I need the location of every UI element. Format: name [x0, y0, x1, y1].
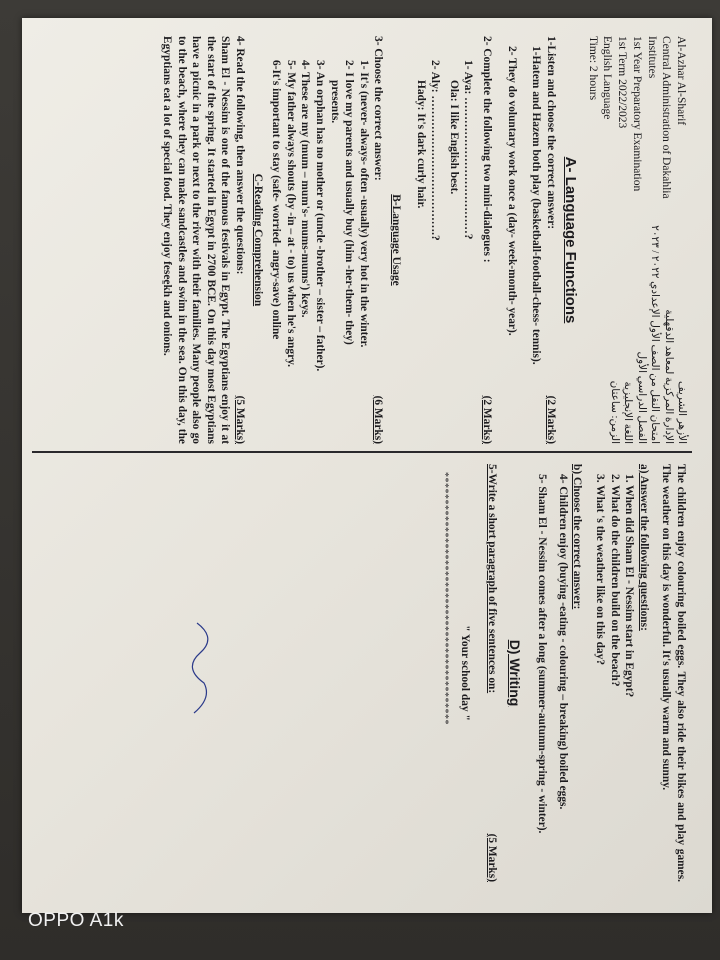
left-column [32, 30, 692, 450]
dialogue-line: Ola: I like English best. [447, 80, 460, 195]
question-item: 2- They do voluntary work once a (day- week-month- year). [505, 46, 518, 336]
question-item: 5- Sham El - Nessim comes after a long (summer-autumn-spring - winter). [536, 474, 549, 834]
header-line: Time: 2 hours [586, 36, 599, 101]
question-text: 2- Complete the following two mini-dialogues : [481, 36, 493, 263]
question-text: 3- Choose the correct answer: [372, 36, 385, 181]
header-line: 1st Term 2022/2023 [616, 36, 629, 129]
question-item: 1- It's (never- always- often -usually) very hot in the winter. [357, 60, 370, 348]
marks-label: (5 Marks) [485, 833, 498, 882]
section-d-title: D) Writing [506, 639, 523, 707]
marks-label: (2 Marks) [481, 395, 493, 444]
section-b-title: B-Language Usage [390, 194, 403, 286]
question-item: 2. What do the children build on the beach? [608, 474, 621, 687]
question-item: 4- These are my (mum – mum's- mums-mums') keys. [299, 60, 312, 318]
question-1 [543, 36, 558, 444]
section-c-title: C-Reading Comprehension [251, 173, 264, 307]
reading-passage: Sham El - Nessim is one of the famous festivals in Egypt. The Egyptians enjoy it at the start of the spring. It started in Egypt in 2700 BCE. On this day most Egyptians have a picnic in a park or next to the river with their families. Many people also go to the beach, where they can make sandcastles and swim in the sea. On this day, the Egyptians eat a lot of special food. They enjoy fesee̱kh and onions. [161, 36, 232, 444]
writing-topic: " Your school day " [459, 625, 472, 721]
header-line-ar: امتحان النقل من الصف الأول الإعدادي ٢٠٢٢ / ٢٠٢٣ [649, 225, 661, 444]
marks-label: (2 Marks) [544, 395, 557, 444]
end-stars: ********************************************** [438, 472, 450, 725]
header-english [585, 36, 688, 225]
ink-scribble-icon [182, 618, 222, 738]
marks-label: (5 Marks) [234, 395, 247, 444]
header-line-ar: الفصل الدراسي الأول [635, 351, 647, 444]
right-column [32, 458, 692, 888]
section-a-title: A- Language Functions [561, 156, 579, 324]
exam-paper [22, 18, 712, 913]
header-line-ar: الأزهر الشريف [676, 381, 687, 444]
question-3 [371, 36, 386, 444]
header-line: Al-Azhar Al-Sharif [675, 36, 687, 126]
camera-watermark: OPPO A1k [28, 910, 124, 931]
question-item: 3. What 's the weather like on this day? [594, 474, 607, 666]
question-item: 2- I love my parents and usually buy (him -her-them- they) [343, 60, 356, 345]
question-item: presents. [328, 80, 341, 124]
question-5 [484, 464, 499, 882]
reading-passage-continued: The children enjoy colouring boiled eggs. They also ride their bikes and play games. The weather on this day is wonderful. It's usually warm and sunny. [660, 464, 687, 882]
exam-header [585, 36, 688, 444]
question-item: 6-It's important to stay (safe- worried- angry-save) online [270, 60, 283, 340]
header-line-ar: الزمن: ساعتان [608, 380, 620, 444]
exam-sheet-rotated [32, 30, 692, 890]
part-a-title: a) Answer the following questions: [637, 464, 650, 631]
marks-label: (6 Marks) [372, 395, 385, 444]
dialogue-line: 1- Aya: ………………………………? [462, 60, 475, 240]
header-line: English Language [601, 36, 614, 120]
header-line-ar: اللغة الإنجليزية [622, 381, 634, 444]
question-4 [233, 36, 248, 444]
dialogue-line: 2- Aly: ……………………………….? [429, 60, 442, 241]
question-item: 5- My father always shouts (by -in – at - to) us when he's angry. [284, 60, 297, 368]
question-text: 1-Listen and choose the correct answer: [544, 36, 557, 230]
question-item: 1-Hatem and Hazem both play (basketball-football-chess- tennis). [530, 46, 543, 365]
question-item: 3- An orphan has no mother or (uncle -brother – sister – father). [314, 60, 327, 372]
header-arabic [585, 225, 688, 444]
dialogue-line: Hady: It's dark curly hair. [414, 80, 427, 209]
header-line: Central Administration of Dakahlia Institutes [645, 36, 673, 199]
part-b-title: b) Choose the correct answer: [571, 464, 584, 610]
header-line-ar: الإدارة المركزية لمعاهد الدقهلية [662, 309, 674, 444]
column-divider [32, 451, 692, 453]
question-2 [479, 36, 494, 444]
question-text: 5-Write a short paragraph of five sentences on: [485, 464, 498, 694]
question-item: 4- Children enjoy (buying -eating - colouring – breaking) boiled eggs. [556, 474, 569, 810]
header-line: 1st Year Preparatory Examination [630, 36, 643, 192]
question-text: 4- Read the following, then answer the questions: [234, 36, 247, 275]
question-item: 1. When did Sham El - Nessim start in Egypt? [623, 474, 636, 698]
